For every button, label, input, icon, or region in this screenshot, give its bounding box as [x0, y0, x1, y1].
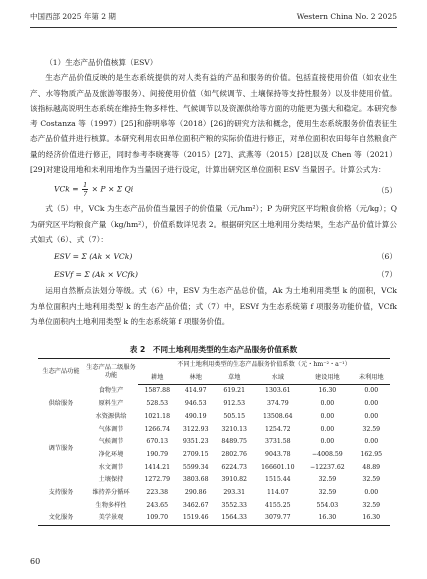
formula-6 — [30, 247, 397, 265]
value-cell: 32.59 — [362, 425, 381, 433]
value-cell: 0.00 — [320, 400, 335, 408]
formula-5 — [30, 177, 397, 201]
value-cell: 528.53 — [146, 400, 169, 408]
value-cell: 16.30 — [353, 512, 390, 525]
header-landtype: 耕地 — [138, 372, 176, 385]
value-cell: 109.70 — [138, 512, 176, 525]
value-cell: 1254.72 — [265, 425, 291, 433]
header-landtype: 未利用地 — [353, 372, 390, 385]
running-header — [30, 9, 397, 23]
value-cell: 290.86 — [184, 489, 207, 497]
formula-6-rhs: Σ (Ak × VCk) — [81, 251, 133, 261]
secondary-function-cell: 原料生产 — [98, 400, 124, 408]
value-cell: 190.79 — [146, 450, 169, 458]
value-cell: 3731.58 — [265, 438, 291, 446]
header-journal-en: Western China No. 2 2025 — [296, 11, 397, 21]
secondary-function-cell: 气候调节 — [98, 438, 124, 446]
value-cell: 0.00 — [364, 387, 379, 395]
value-cell: 1303.61 — [265, 387, 291, 395]
value-cell: 293.31 — [223, 489, 246, 497]
header-secondary-function: 生态产品二级服务功能 — [84, 359, 138, 385]
value-cell: 6224.73 — [221, 463, 247, 471]
page-number: 60 — [30, 557, 41, 566]
value-cell: 946.53 — [184, 400, 207, 408]
table-row — [38, 424, 390, 437]
value-cell: 0.00 — [320, 425, 335, 433]
secondary-function-cell: 生物多样性 — [95, 501, 127, 509]
value-cell: 0.00 — [364, 489, 379, 497]
table-row — [38, 398, 390, 411]
value-cell: 2709.15 — [182, 450, 209, 458]
table-row — [38, 436, 390, 449]
formula-6-number: （6） — [376, 252, 397, 262]
primary-function-cell: 文化服务 — [38, 512, 84, 525]
secondary-function-cell: 土壤保持 — [98, 476, 124, 484]
table-title: 表 2 不同土地利用类型的生态产品服务价值系数 — [129, 345, 298, 354]
value-cell: 1564.33 — [215, 512, 253, 525]
table-row — [38, 512, 390, 525]
table-row — [38, 385, 390, 398]
value-cell: 1519.46 — [176, 512, 214, 525]
value-cell: 9043.78 — [265, 450, 291, 458]
value-cell: 16.30 — [302, 512, 352, 525]
value-cell: 3079.77 — [253, 512, 302, 525]
value-cell: 166601.10 — [261, 463, 295, 471]
value-cell: 13508.64 — [263, 412, 293, 420]
value-cell: 1272.79 — [144, 476, 171, 484]
value-cell: 912.53 — [223, 400, 246, 408]
formula-7-number: （7） — [376, 270, 397, 280]
formula-5-number: （5） — [376, 186, 397, 196]
secondary-function-cell: 气体调节 — [98, 425, 124, 433]
value-cell: 223.38 — [146, 489, 169, 497]
value-cell: 0.00 — [320, 412, 335, 420]
esv-coefficient-table — [38, 358, 390, 526]
table-row — [38, 411, 390, 424]
secondary-function-cell: 水文调节 — [98, 463, 124, 471]
header-primary-function: 生态产品功能 — [38, 359, 84, 385]
secondary-function-cell: 净化环境 — [98, 450, 124, 458]
value-cell: 1414.21 — [144, 463, 171, 471]
header-landtype: 水域 — [253, 372, 302, 385]
value-cell: 1266.74 — [144, 425, 171, 433]
table-row — [38, 474, 390, 487]
table-row — [38, 487, 390, 500]
value-cell: 32.59 — [362, 476, 381, 484]
header-rule — [30, 27, 397, 28]
value-cell: 48.89 — [362, 463, 381, 471]
formula-5-sum: Σ Qi — [116, 184, 134, 194]
table-body — [38, 385, 390, 526]
formula-5-fraction: $\frac{1}{7}$ — [83, 180, 88, 198]
table-header-row — [38, 359, 390, 372]
primary-function-cell: 支持服务 — [48, 489, 74, 497]
table-row — [38, 449, 390, 462]
formula-5-mid: × P × — [91, 184, 117, 194]
formula-5-lhs: VCk = — [54, 184, 82, 194]
value-cell: 8489.75 — [221, 438, 247, 446]
formula-6-lhs: ESV = — [54, 251, 82, 261]
value-cell: 114.07 — [266, 489, 289, 497]
formula-7-lhs: ESVf = — [54, 269, 85, 279]
value-cell: 0.00 — [364, 438, 379, 446]
primary-function-cell: 调节服务 — [48, 444, 74, 452]
value-cell: 554.03 — [316, 501, 339, 509]
value-cell: 3122.93 — [182, 425, 209, 433]
section-heading: （1）生态产品价值核算（ESV） — [45, 58, 158, 67]
value-cell: 1587.88 — [144, 387, 171, 395]
value-cell: 414.97 — [184, 387, 207, 395]
value-cell: 9351.23 — [182, 438, 209, 446]
article-body — [30, 55, 397, 329]
value-cell: 32.59 — [318, 476, 337, 484]
table-row — [38, 500, 390, 513]
value-cell: 3462.67 — [182, 501, 209, 509]
value-cell: 1021.18 — [144, 412, 171, 420]
value-cell: −4008.59 — [311, 450, 343, 458]
value-cell: 3803.68 — [182, 476, 209, 484]
paragraph-intro: 生态产品价值反映的是生态系统提供的对人类有益的产品和服务的价值。包括直接使用价值（如农业生产、水等物质产品及旅游等服务）、间接使用价值（如气候调节、土壤保持等支持性服务）以及非使用价值。该指标越高说明生态系统在维持生物多样性、气候调节以及资源供给等方面的功能更为强大和稳定。本研究参考 Costanza 等（1997）[25]和薛明皋等（2018）[26]的研究方法和概念，使用生态系统服务价值表征生态产品价值并进行核算。本研究利用农田单位面积产粮的实际价值进行修正，对单位面积农田每年自然粮食产量的经济价值进行修正，同时参考李晓赛等（2015）[27]、武燕等（2015）[28]以及 Chen 等（2021）[29]对建设用地和未利用地作为当量因子进行设定，计算出研究区单位面积 ESV 当量因子。计算公式为： — [30, 73, 397, 175]
value-cell: −12237.62 — [310, 463, 345, 471]
paragraph-formula67-explain: 运用自然断点法划分等级。式（6）中，ESV 为生态产品总价值，Ak 为土地利用类型 k 的面积，VCk 为单位面积内土地利用类型 k 的生态产品价值；式（7）中，ESVf 为生态系统第 f 项服务功能价值，VCfk 为单位面积内土地利用类型 k 的生态系统第 f 项服务价值。 — [30, 286, 397, 326]
value-cell: 0.00 — [364, 400, 379, 408]
value-cell: 32.59 — [362, 501, 381, 509]
secondary-function-cell: 水资源供给 — [95, 412, 127, 420]
primary-function-cell: 供给服务 — [48, 399, 74, 407]
value-cell: 2802.76 — [221, 450, 247, 458]
value-cell: 32.59 — [318, 489, 337, 497]
secondary-function-cell: 食物生产 — [98, 387, 124, 395]
secondary-function-cell: 美学景观 — [84, 512, 138, 525]
value-cell: 16.30 — [318, 387, 337, 395]
secondary-function-cell: 维持养分循环 — [92, 489, 130, 497]
value-cell: 243.65 — [146, 501, 169, 509]
header-value-group: 不同土地利用类型的生态产品服务价值系数（元・hm⁻²・a⁻¹） — [138, 359, 390, 372]
value-cell: 505.15 — [223, 412, 246, 420]
value-cell: 619.21 — [223, 387, 246, 395]
table-row — [38, 462, 390, 475]
value-cell: 3210.13 — [221, 425, 247, 433]
formula-7 — [30, 265, 397, 283]
value-cell: 0.00 — [364, 412, 379, 420]
value-cell: 3910.82 — [221, 476, 247, 484]
value-cell: 1515.44 — [265, 476, 291, 484]
formula-7-rhs: Σ (Ak × VCfk) — [84, 269, 138, 279]
value-cell: 670.13 — [146, 438, 169, 446]
value-cell: 162.95 — [360, 450, 383, 458]
header-journal: 中国西部 2025 年第 2 期 — [30, 11, 116, 21]
header-landtype: 建设用地 — [302, 372, 352, 385]
value-cell: 3552.33 — [221, 501, 247, 509]
header-landtype: 林地 — [176, 372, 214, 385]
value-cell: 5599.34 — [182, 463, 209, 471]
paragraph-formula5-explain: 式（5）中，VCk 为生态产品价值当量因子的价值量（元/hm²）；P 为研究区平均粮食价格（元/kg）；Q 为研究区平均粮食产量（kg/hm²），价值系数详见表 2。根据研究区土地利用分类结果，生态产品价值计算公式如式（6）、式（7）： — [30, 204, 397, 244]
value-cell: 0.00 — [320, 438, 335, 446]
value-cell: 4155.25 — [265, 501, 291, 509]
value-cell: 490.19 — [184, 412, 207, 420]
header-landtype: 草地 — [215, 372, 253, 385]
value-cell: 374.79 — [266, 400, 289, 408]
